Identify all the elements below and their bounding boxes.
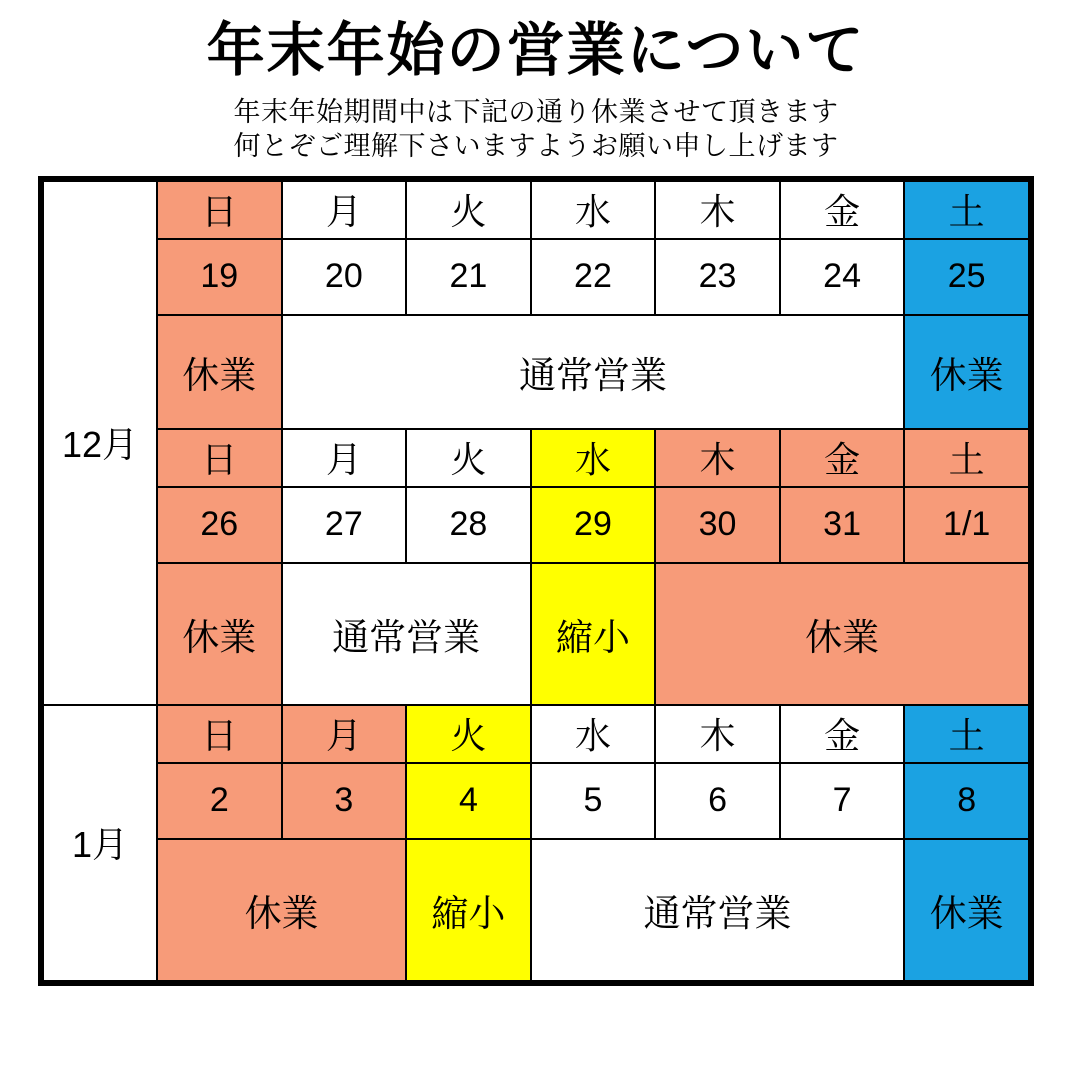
day-cell: 30: [655, 487, 780, 563]
day-cell: 28: [406, 487, 531, 563]
day-cell: 21: [406, 239, 531, 315]
month-label-december: 12月: [43, 181, 157, 705]
day-cell: 2: [157, 763, 282, 839]
weekday-header-wed: 水: [531, 181, 656, 239]
table-row: [43, 705, 1029, 763]
day-cell: 27: [282, 487, 407, 563]
table-row: [43, 315, 1029, 429]
calendar-container: [38, 176, 1034, 986]
status-cell-reduced: 縮小: [406, 839, 531, 981]
table-row: [43, 487, 1029, 563]
weekday-header-tue: 火: [406, 429, 531, 487]
weekday-header-sat: 土: [904, 705, 1029, 763]
table-row: [43, 839, 1029, 981]
weekday-header-sun: 日: [157, 181, 282, 239]
status-cell-reduced: 縮小: [531, 563, 656, 705]
weekday-header-sun: 日: [157, 705, 282, 763]
notice-subtitle-line-1: 年末年始期間中は下記の通り休業させて頂きます: [233, 96, 839, 127]
day-cell: 19: [157, 239, 282, 315]
page-title: 年末年始の営業について: [206, 18, 866, 83]
table-row: [43, 239, 1029, 315]
weekday-header-sun: 日: [157, 429, 282, 487]
status-cell-closed: 休業: [157, 839, 406, 981]
weekday-header-mon: 月: [282, 705, 407, 763]
day-cell: 29: [531, 487, 656, 563]
day-cell: 8: [904, 763, 1029, 839]
day-cell: 7: [780, 763, 905, 839]
day-cell: 25: [904, 239, 1029, 315]
status-cell-normal: 通常営業: [282, 315, 905, 429]
weekday-header-wed: 水: [531, 429, 656, 487]
status-cell-closed: 休業: [904, 839, 1029, 981]
weekday-header-sat: 土: [904, 429, 1029, 487]
day-cell: 24: [780, 239, 905, 315]
table-row: [43, 763, 1029, 839]
weekday-header-sat: 土: [904, 181, 1029, 239]
day-cell: 5: [531, 763, 656, 839]
status-cell-closed: 休業: [904, 315, 1029, 429]
month-label-january: 1月: [43, 705, 157, 981]
weekday-header-thu: 木: [655, 429, 780, 487]
weekday-header-mon: 月: [282, 429, 407, 487]
day-cell: 1/1: [904, 487, 1029, 563]
status-cell-closed: 休業: [655, 563, 1029, 705]
day-cell: 6: [655, 763, 780, 839]
notice-subtitle: [0, 95, 1072, 164]
calendar-table: [42, 180, 1030, 982]
notice-subtitle-line-2: 何とぞご理解下さいますようお願い申し上げます: [233, 131, 839, 162]
weekday-header-tue: 火: [406, 705, 531, 763]
weekday-header-fri: 金: [780, 429, 905, 487]
status-cell-closed: 休業: [157, 563, 282, 705]
weekday-header-fri: 金: [780, 181, 905, 239]
table-row: [43, 429, 1029, 487]
status-cell-normal: 通常営業: [531, 839, 905, 981]
status-cell-closed: 休業: [157, 315, 282, 429]
weekday-header-thu: 木: [655, 181, 780, 239]
day-cell: 3: [282, 763, 407, 839]
day-cell: 26: [157, 487, 282, 563]
table-row: [43, 563, 1029, 705]
day-cell: 23: [655, 239, 780, 315]
weekday-header-mon: 月: [282, 181, 407, 239]
day-cell: 4: [406, 763, 531, 839]
day-cell: 20: [282, 239, 407, 315]
status-cell-normal: 通常営業: [282, 563, 531, 705]
day-cell: 31: [780, 487, 905, 563]
weekday-header-fri: 金: [780, 705, 905, 763]
day-cell: 22: [531, 239, 656, 315]
weekday-header-wed: 水: [531, 705, 656, 763]
weekday-header-thu: 木: [655, 705, 780, 763]
weekday-header-tue: 火: [406, 181, 531, 239]
table-row: [43, 181, 1029, 239]
